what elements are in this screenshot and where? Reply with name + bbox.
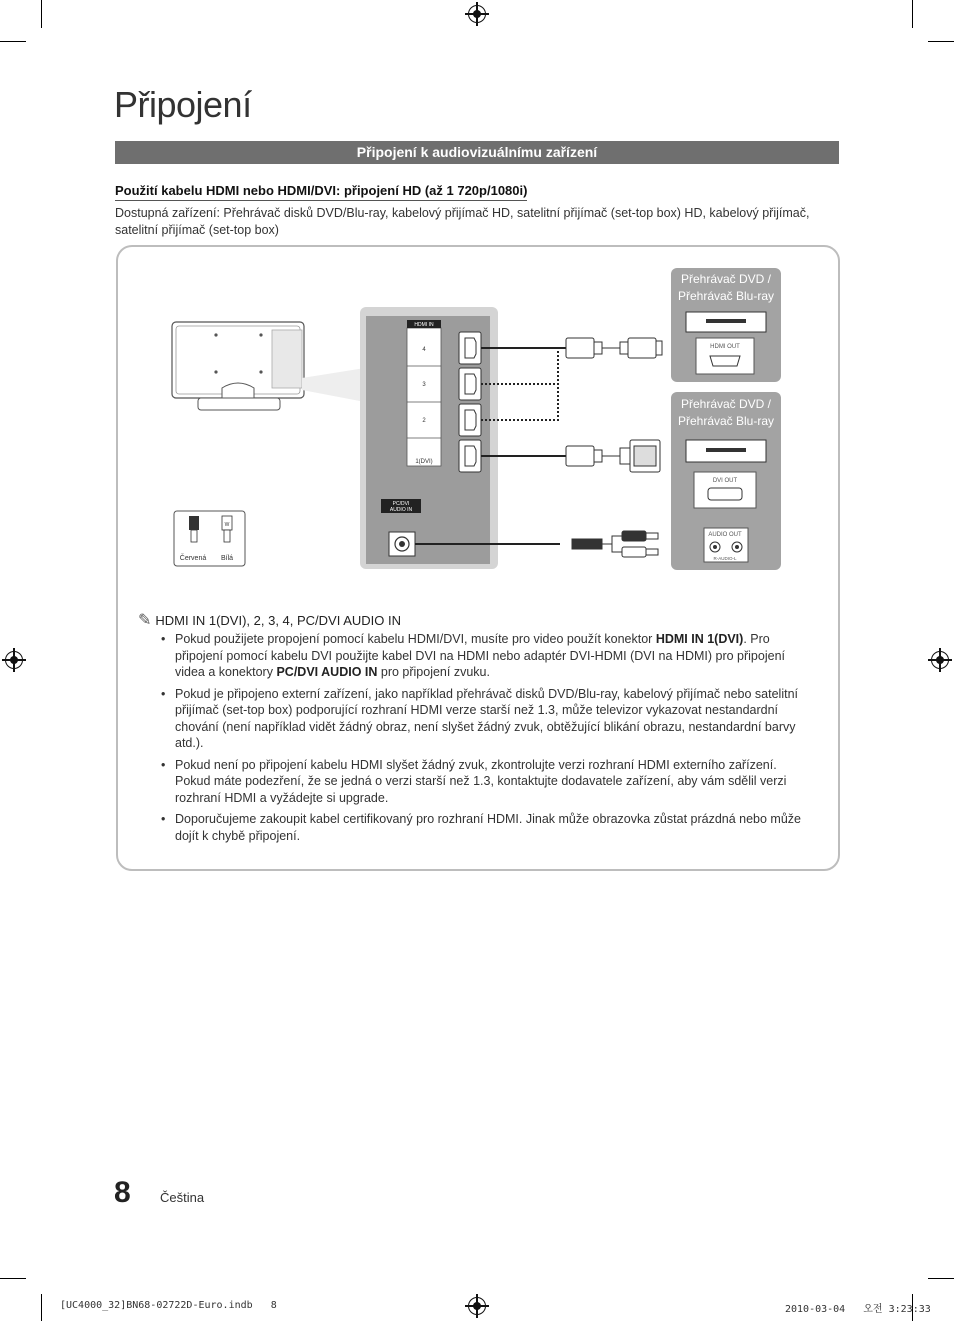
crop-mark xyxy=(41,1294,42,1321)
notes-list xyxy=(175,631,815,849)
tv-rear-illustration xyxy=(172,322,365,410)
notes-heading: ✎ HDMI IN 1(DVI), 2, 3, 4, PC/DVI AUDIO IN xyxy=(138,612,402,629)
color-legend xyxy=(174,511,245,566)
crop-mark xyxy=(928,1278,954,1279)
intro-text: Dostupná zařízení: Přehrávač disků DVD/Blu-ray, kabelový přijímač HD, satelitní přijímač (set-top box) HD, kabelový přijímač, satelitní přijímač (set-top box) xyxy=(115,206,810,237)
audio-in-label: AUDIO IN xyxy=(389,507,413,513)
port-3-label: 3 xyxy=(422,382,426,388)
legend-white: Bílá xyxy=(220,555,234,562)
footer-file-info: [UC4000_32]BN68-02722D-Euro.indb 8 xyxy=(60,1300,277,1311)
device-bottom-label-1: Přehrávač DVD / xyxy=(680,397,772,411)
hdmi-out-label: HDMI OUT xyxy=(710,344,740,350)
pencil-icon: ✎ xyxy=(138,612,152,629)
list-item: • Doporučujeme zakoupit kabel certifikovaný pro rozhraní HDMI. Jinak může obrazovka zůstat prázdná nebo může dojít k chybě připojení. xyxy=(175,811,815,844)
device-top-label-1: Přehrávač DVD / xyxy=(680,272,772,286)
port-2-label: 2 xyxy=(422,418,426,424)
legend-red: Červená xyxy=(179,555,207,562)
list-item: • Pokud je připojeno externí zařízení, jako například přehrávač disků DVD/Blu-ray, kabelový přijímač nebo satelitní přijímač (set-top box) podporující rozhraní HDMI verze starší než 1.3, může televizor vykazovat nestandardní chování (není například vidět žádný obraz, není slyšet žádný zvuk, obtěžující blikání obrazu, nestandardní barvy atd.). xyxy=(175,686,815,752)
tv-connector-panel xyxy=(360,307,498,569)
hdmi-cable-icon xyxy=(566,338,662,358)
device-bottom-label-2: Přehrávač Blu-ray xyxy=(677,414,775,428)
device-box-top xyxy=(671,268,781,382)
page-title: Připojení xyxy=(114,84,252,125)
footer-date: 2010-03-04 오전 3:23:33 xyxy=(785,1304,931,1315)
page-number: 8 xyxy=(114,1176,131,1209)
crop-mark xyxy=(0,1278,26,1279)
plug-w-label: W xyxy=(224,522,230,528)
hdmi-in-label: HDMI IN xyxy=(414,322,434,328)
subheading: Použití kabelu HDMI nebo HDMI/DVI: připojení HD (až 1 720p/1080i) xyxy=(115,183,527,201)
language-label: Čeština xyxy=(160,1190,205,1205)
port-4-label: 4 xyxy=(422,347,426,353)
pc-dvi-label: PC/DVI xyxy=(392,501,410,507)
section-title-bar: Připojení k audiovizuálnímu zařízení xyxy=(115,141,839,164)
list-item: • Pokud není po připojení kabelu HDMI slyšet žádný zvuk, zkontrolujte verzi rozhraní HDMI externího zařízení. Pokud máte podezření, že se jedná o verzi starší než 1.3, kontaktujte dodavatele zařízení, aby vám sdělil verzi rozhraní HDMI a vyžádejte si upgrade. xyxy=(175,757,815,807)
audio-out-label: AUDIO OUT xyxy=(708,532,742,538)
device-box-bottom xyxy=(671,392,781,570)
audio-cable-icon xyxy=(572,531,658,557)
port-1-label: 1(DVI) xyxy=(415,459,433,465)
device-top-label-2: Přehrávač Blu-ray xyxy=(677,289,775,303)
list-item: • Pokud použijete propojení pomocí kabelu HDMI/DVI, musíte pro video použít konektor HDMI IN 1(DVI). Pro připojení pomocí kabelu DVI použijte kabel DVI na HDMI nebo adaptér DVI-HDMI (DVI na HDMI) pro připojení videa a konektory PC/DVI AUDIO IN pro připojení zvuku. xyxy=(175,631,815,681)
registration-mark-icon xyxy=(468,1297,486,1315)
dvi-out-label: DVI OUT xyxy=(712,478,738,484)
audio-sub-label: R-AUDIO-L xyxy=(713,556,737,561)
hdmi-dvi-cable-icon xyxy=(566,440,660,472)
